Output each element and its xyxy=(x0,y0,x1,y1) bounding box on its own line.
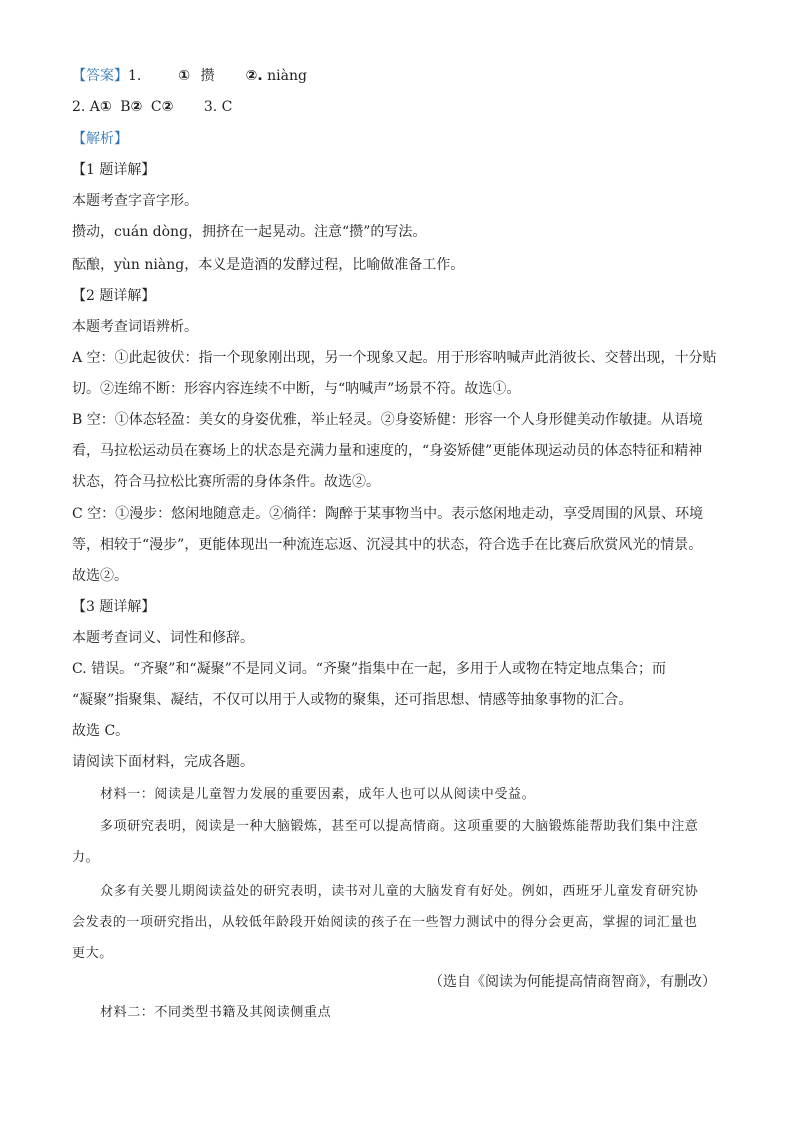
q3-answer: 3. C xyxy=(203,99,233,115)
answer-line-1 xyxy=(72,66,722,86)
q2-c-choice: ② xyxy=(161,99,174,115)
text-line: 请阅读下面材料，完成各题。 xyxy=(72,754,254,770)
q2-b: B xyxy=(120,99,131,115)
q1-number: 1. xyxy=(128,68,142,84)
q2-a: 2. A xyxy=(72,99,100,115)
text-line: 本题考查字音字形。 xyxy=(72,193,198,209)
material-1-line: 更大。 xyxy=(72,946,113,961)
text-line: C. 错误。“齐聚”和“凝聚”不是同义词。“齐聚”指集中在一起，多用于人或物在特定地点集合；而 xyxy=(72,661,667,677)
source-citation: （选自《阅读为何能提高情商智商》，有删改） xyxy=(429,974,716,990)
text-line: “凝聚”指聚集、凝结，不仅可以用于人或物的聚集，还可指思想、情感等抽象事物的汇合。 xyxy=(72,692,633,708)
text-line: 攒动，cuán dòng，拥挤在一起晃动。注意“攒”的写法。 xyxy=(72,224,427,240)
text-line: C 空：①漫步：悠闲地随意走。②徜徉：陶醉于某事物当中。表示悠闲地走动，享受周围的风景、环境 xyxy=(72,506,704,522)
answer-pinyin: niàng xyxy=(267,68,307,84)
material-1-line: 众多有关婴儿期阅读益处的研究表明，读书对儿童的大脑发育有好处。例如，西班牙儿童发育研究协 xyxy=(100,884,699,899)
text-line: 看，马拉松运动员在赛场上的状态是充满力量和速度的，“身姿矫健”更能体现运动员的体态特征和精神 xyxy=(72,443,703,459)
q2-a-choice: ① xyxy=(99,99,112,115)
material-1-line: 会发表的一项研究指出，从较低年龄段开始阅读的孩子在一些智力测试中的得分会更高，掌握的词汇量也 xyxy=(72,915,698,930)
section-heading-3: 【3 题详解】 xyxy=(72,599,156,615)
text-line: 切。②连绵不断：形容内容连续不中断，与“呐喊声”场景不符。故选①。 xyxy=(72,381,521,397)
circle-2-marker: ②. xyxy=(245,68,263,84)
text-line: 等，相较于“漫步”，更能体现出一种流连忘返、沉浸其中的状态，符合选手在比赛后欣赏风光的情景。 xyxy=(72,537,703,553)
answer-char: 攒 xyxy=(200,68,215,84)
text-line: B 空：①体态轻盈：美女的身姿优雅，举止轻灵。②身姿矫健：形容一个人身形健美动作敏捷。从语境 xyxy=(72,412,703,428)
text-line: 故选②。 xyxy=(72,568,128,584)
text-line: 本题考查词语辨析。 xyxy=(72,319,198,335)
material-2-heading: 材料二：不同类型书籍及其阅读侧重点 xyxy=(100,1005,332,1020)
circle-1-marker: ① xyxy=(178,68,191,84)
material-1-line: 多项研究表明，阅读是一种大脑锻炼，甚至可以提高情商。这项重要的大脑锻炼能帮助我们集中注意 xyxy=(100,819,699,834)
material-1-line: 力。 xyxy=(72,850,100,865)
text-line: 酝酿，yùn niàng，本义是造酒的发酵过程，比喻做准备工作。 xyxy=(72,257,465,273)
analysis-label: 【解析】 xyxy=(72,131,128,147)
q2-b-choice: ② xyxy=(130,99,143,115)
text-line: 本题考查词义、词性和修辞。 xyxy=(72,630,254,646)
q2-c: C xyxy=(150,99,162,115)
text-line: 故选 C。 xyxy=(72,723,130,739)
section-heading-1: 【1 题详解】 xyxy=(72,162,156,178)
text-line: 状态，符合马拉松比赛所需的身体条件。故选②。 xyxy=(72,474,380,490)
answer-label: 【答案】 xyxy=(72,68,128,84)
section-heading-2: 【2 题详解】 xyxy=(72,288,156,304)
answer-line-2 xyxy=(72,97,722,117)
text-line: A 空：①此起彼伏：指一个现象刚出现，另一个现象又起。用于形容呐喊声此消彼长、交替出现，十分贴 xyxy=(72,350,717,366)
material-1-line: 材料一：阅读是儿童智力发展的重要因素，成年人也可以从阅读中受益。 xyxy=(100,787,536,802)
